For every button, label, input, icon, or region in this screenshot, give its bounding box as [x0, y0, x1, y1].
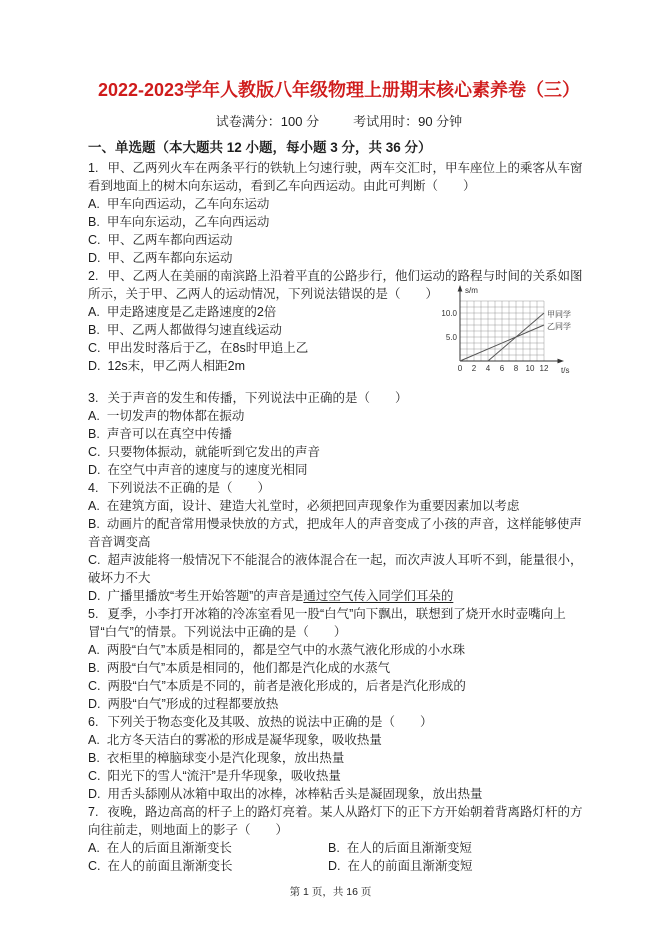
- option-text: 甲出发时落后于乙，在8s时甲追上乙: [107, 341, 309, 355]
- question-1: [88, 159, 590, 267]
- question-number: 3.: [88, 391, 99, 405]
- option-c: [88, 443, 590, 461]
- question-5: [88, 605, 590, 713]
- question-stem-text: 下列说法不正确的是（ ）: [107, 481, 270, 495]
- option-label: B.: [88, 517, 100, 531]
- option-text-underlined: 通过空气传入同学们耳朵的: [303, 589, 454, 603]
- option-label: A.: [88, 733, 100, 747]
- question-stem: [88, 479, 590, 497]
- question-stem-text: 下列关于物态变化及其吸、放热的说法中正确的是（ ）: [107, 715, 433, 729]
- option-text: 用舌头舔刚从冰箱中取出的冰棒，冰棒粘舌头是凝固现象，放出热量: [107, 787, 483, 801]
- option-text: 在空气中声音的速度与的速度光相同: [107, 463, 308, 477]
- question-stem-text: 甲、乙两列火车在两条平行的铁轨上匀速行驶，两车交汇时，甲车座位上的乘客从车窗看到地面上的树木向东运动，看到乙车向西运动。由此可判断（ ）: [88, 161, 583, 193]
- question-number: 1.: [88, 161, 99, 175]
- exam-meta: [88, 111, 590, 130]
- svg-text:5.0: 5.0: [445, 333, 457, 342]
- question-stem: [88, 389, 590, 407]
- question-2: [88, 267, 590, 375]
- option-label: B.: [88, 661, 100, 675]
- page-number: 第 1 页，共 16 页: [289, 886, 372, 898]
- option-label: D.: [88, 463, 101, 477]
- question-stem: [88, 605, 590, 641]
- option-text: 在人的前面且渐渐变短: [347, 859, 473, 873]
- question-7: [88, 803, 590, 875]
- option-label: C.: [88, 859, 101, 873]
- option-text: 甲、乙两人都做得匀速直线运动: [106, 323, 282, 337]
- question-stem-text: 夜晚，路边高高的杆子上的路灯亮着。某人从路灯下的正下方开始朝着背离路灯杆的方向往前走，则地面上的影子（ ）: [88, 805, 583, 837]
- option-c: [88, 551, 590, 587]
- option-text: 在建筑方面，设计、建造大礼堂时，必须把回声现象作为重要因素加以考虑: [106, 499, 520, 513]
- option-label: A.: [88, 643, 100, 657]
- svg-text:s/m: s/m: [465, 286, 478, 295]
- question-stem: [88, 803, 590, 839]
- option-text: 衣柜里的樟脑球变小是汽化现象，放出热量: [106, 751, 345, 765]
- svg-text:t/s: t/s: [561, 366, 570, 375]
- option-a: [88, 407, 590, 425]
- option-a: [88, 641, 590, 659]
- question-stem-text: 甲、乙两人在美丽的南滨路上沿着平直的公路步行，他们运动的路程与时间的关系如图所示，关于甲、乙两人的运动情况，下列说法错误的是（ ）: [88, 269, 583, 301]
- option-b: [88, 659, 590, 677]
- option-text: 两股“白气”形成的过程都要放热: [107, 697, 279, 711]
- question-4: [88, 479, 590, 605]
- option-text: 两股“白气”本质是相同的，都是空气中的水蒸气液化形成的小水珠: [106, 643, 466, 657]
- question-3: [88, 389, 590, 479]
- option-text: 声音可以在真空中传播: [106, 427, 232, 441]
- option-text: 12s末，甲乙两人相距2m: [107, 359, 246, 373]
- option-text: 在人的前面且渐渐变长: [107, 859, 233, 873]
- svg-text:6: 6: [499, 364, 505, 373]
- duration-text: 考试用时：90 分钟: [353, 114, 463, 129]
- svg-text:0: 0: [457, 364, 463, 373]
- option-label: B.: [328, 841, 340, 855]
- svg-text:4: 4: [485, 364, 491, 373]
- option-c: [88, 231, 590, 249]
- option-d: [88, 461, 590, 479]
- option-label: C.: [88, 445, 101, 459]
- distance-time-graph: [434, 283, 586, 379]
- option-label: C.: [88, 233, 101, 247]
- option-text: 超声波能将一般情况下不能混合的液体混合在一起，而次声波人耳听不到，能量很小，破坏力不大: [88, 553, 583, 585]
- svg-text:8: 8: [513, 364, 519, 373]
- question-stem-text: 关于声音的发生和传播，下列说法中正确的是（ ）: [107, 391, 408, 405]
- svg-text:12: 12: [539, 364, 549, 373]
- option-label: D.: [328, 859, 341, 873]
- page-title: 2022-2023学年人教版八年级物理上册期末核心素养卷（三）: [97, 80, 581, 100]
- option-c: [88, 767, 590, 785]
- option-d: [88, 695, 590, 713]
- option-text: 只要物体振动，就能听到它发出的声音: [107, 445, 321, 459]
- question-number: 6.: [88, 715, 99, 729]
- option-text: 动画片的配音常用慢录快放的方式，把成年人的声音变成了小孩的声音，这样能够使声音音调变高: [88, 517, 582, 549]
- option-b: [328, 839, 590, 857]
- option-label: C.: [88, 769, 101, 783]
- option-label: D.: [88, 359, 101, 373]
- option-b: [88, 425, 590, 443]
- option-label: A.: [88, 841, 100, 855]
- option-label: C.: [88, 553, 101, 567]
- options-grid: [88, 839, 590, 875]
- option-label: B.: [88, 215, 100, 229]
- question-stem: [88, 159, 590, 195]
- full-score-text: 试卷满分：100 分: [215, 114, 320, 129]
- option-text: 广播里播放“考生开始答题”的声音是: [107, 589, 304, 603]
- option-text: 两股“白气”本质是相同的，他们都是汽化成的水蒸气: [106, 661, 391, 675]
- option-label: D.: [88, 589, 101, 603]
- option-label: C.: [88, 679, 101, 693]
- option-text: 在人的后面且渐渐变长: [106, 841, 232, 855]
- option-d: [88, 587, 590, 605]
- option-text: 一切发声的物体都在振动: [106, 409, 245, 423]
- option-text: 甲、乙两车都向东运动: [107, 251, 233, 265]
- option-text: 甲车向西运动，乙车向东运动: [106, 197, 270, 211]
- question-6: [88, 713, 590, 803]
- question-number: 2.: [88, 269, 99, 283]
- section-header: 一、单选题（本大题共 12 小题，每小题 3 分，共 36 分）: [88, 140, 432, 155]
- question-stem-text: 夏季，小李打开冰箱的冷冻室看见一股“白气”向下飘出，联想到了烧开水时壶嘴向上冒“白气”的情景。下列说法中正确的是（ ）: [88, 607, 566, 639]
- option-label: A.: [88, 305, 100, 319]
- option-d: [88, 249, 590, 267]
- option-label: D.: [88, 251, 101, 265]
- option-a: [88, 839, 328, 857]
- option-text: 阳光下的雪人“流汗”是升华现象，吸收热量: [107, 769, 341, 783]
- option-text: 甲车向东运动，乙车向西运动: [106, 215, 270, 229]
- option-d: [88, 785, 590, 803]
- option-label: A.: [88, 409, 100, 423]
- option-label: A.: [88, 197, 100, 211]
- option-b: [88, 213, 590, 231]
- question-number: 5.: [88, 607, 99, 621]
- option-b: [88, 515, 590, 551]
- option-d: [328, 857, 590, 875]
- question-number: 4.: [88, 481, 99, 495]
- svg-text:2: 2: [471, 364, 477, 373]
- svg-text:10: 10: [525, 364, 535, 373]
- option-label: D.: [88, 697, 101, 711]
- option-b: [88, 749, 590, 767]
- option-label: D.: [88, 787, 101, 801]
- option-label: B.: [88, 427, 100, 441]
- option-c: [88, 677, 590, 695]
- svg-text:甲同学: 甲同学: [547, 310, 571, 319]
- svg-text:乙同学: 乙同学: [547, 322, 571, 331]
- option-text: 甲、乙两车都向西运动: [107, 233, 233, 247]
- option-label: B.: [88, 751, 100, 765]
- option-c: [88, 857, 328, 875]
- option-text: 两股“白气”本质是不同的，前者是液化形成的，后者是汽化形成的: [107, 679, 466, 693]
- option-a: [88, 497, 590, 515]
- option-text: 甲走路速度是乙走路速度的2倍: [106, 305, 277, 319]
- option-text: 在人的后面且渐渐变短: [346, 841, 472, 855]
- question-number: 7.: [88, 805, 99, 819]
- option-label: C.: [88, 341, 101, 355]
- option-label: A.: [88, 499, 100, 513]
- option-text: 北方冬天洁白的雾凇的形成是凝华现象，吸收热量: [106, 733, 382, 747]
- svg-text:10.0: 10.0: [441, 309, 457, 318]
- option-label: B.: [88, 323, 100, 337]
- option-a: [88, 731, 590, 749]
- option-a: [88, 195, 590, 213]
- question-stem: [88, 713, 590, 731]
